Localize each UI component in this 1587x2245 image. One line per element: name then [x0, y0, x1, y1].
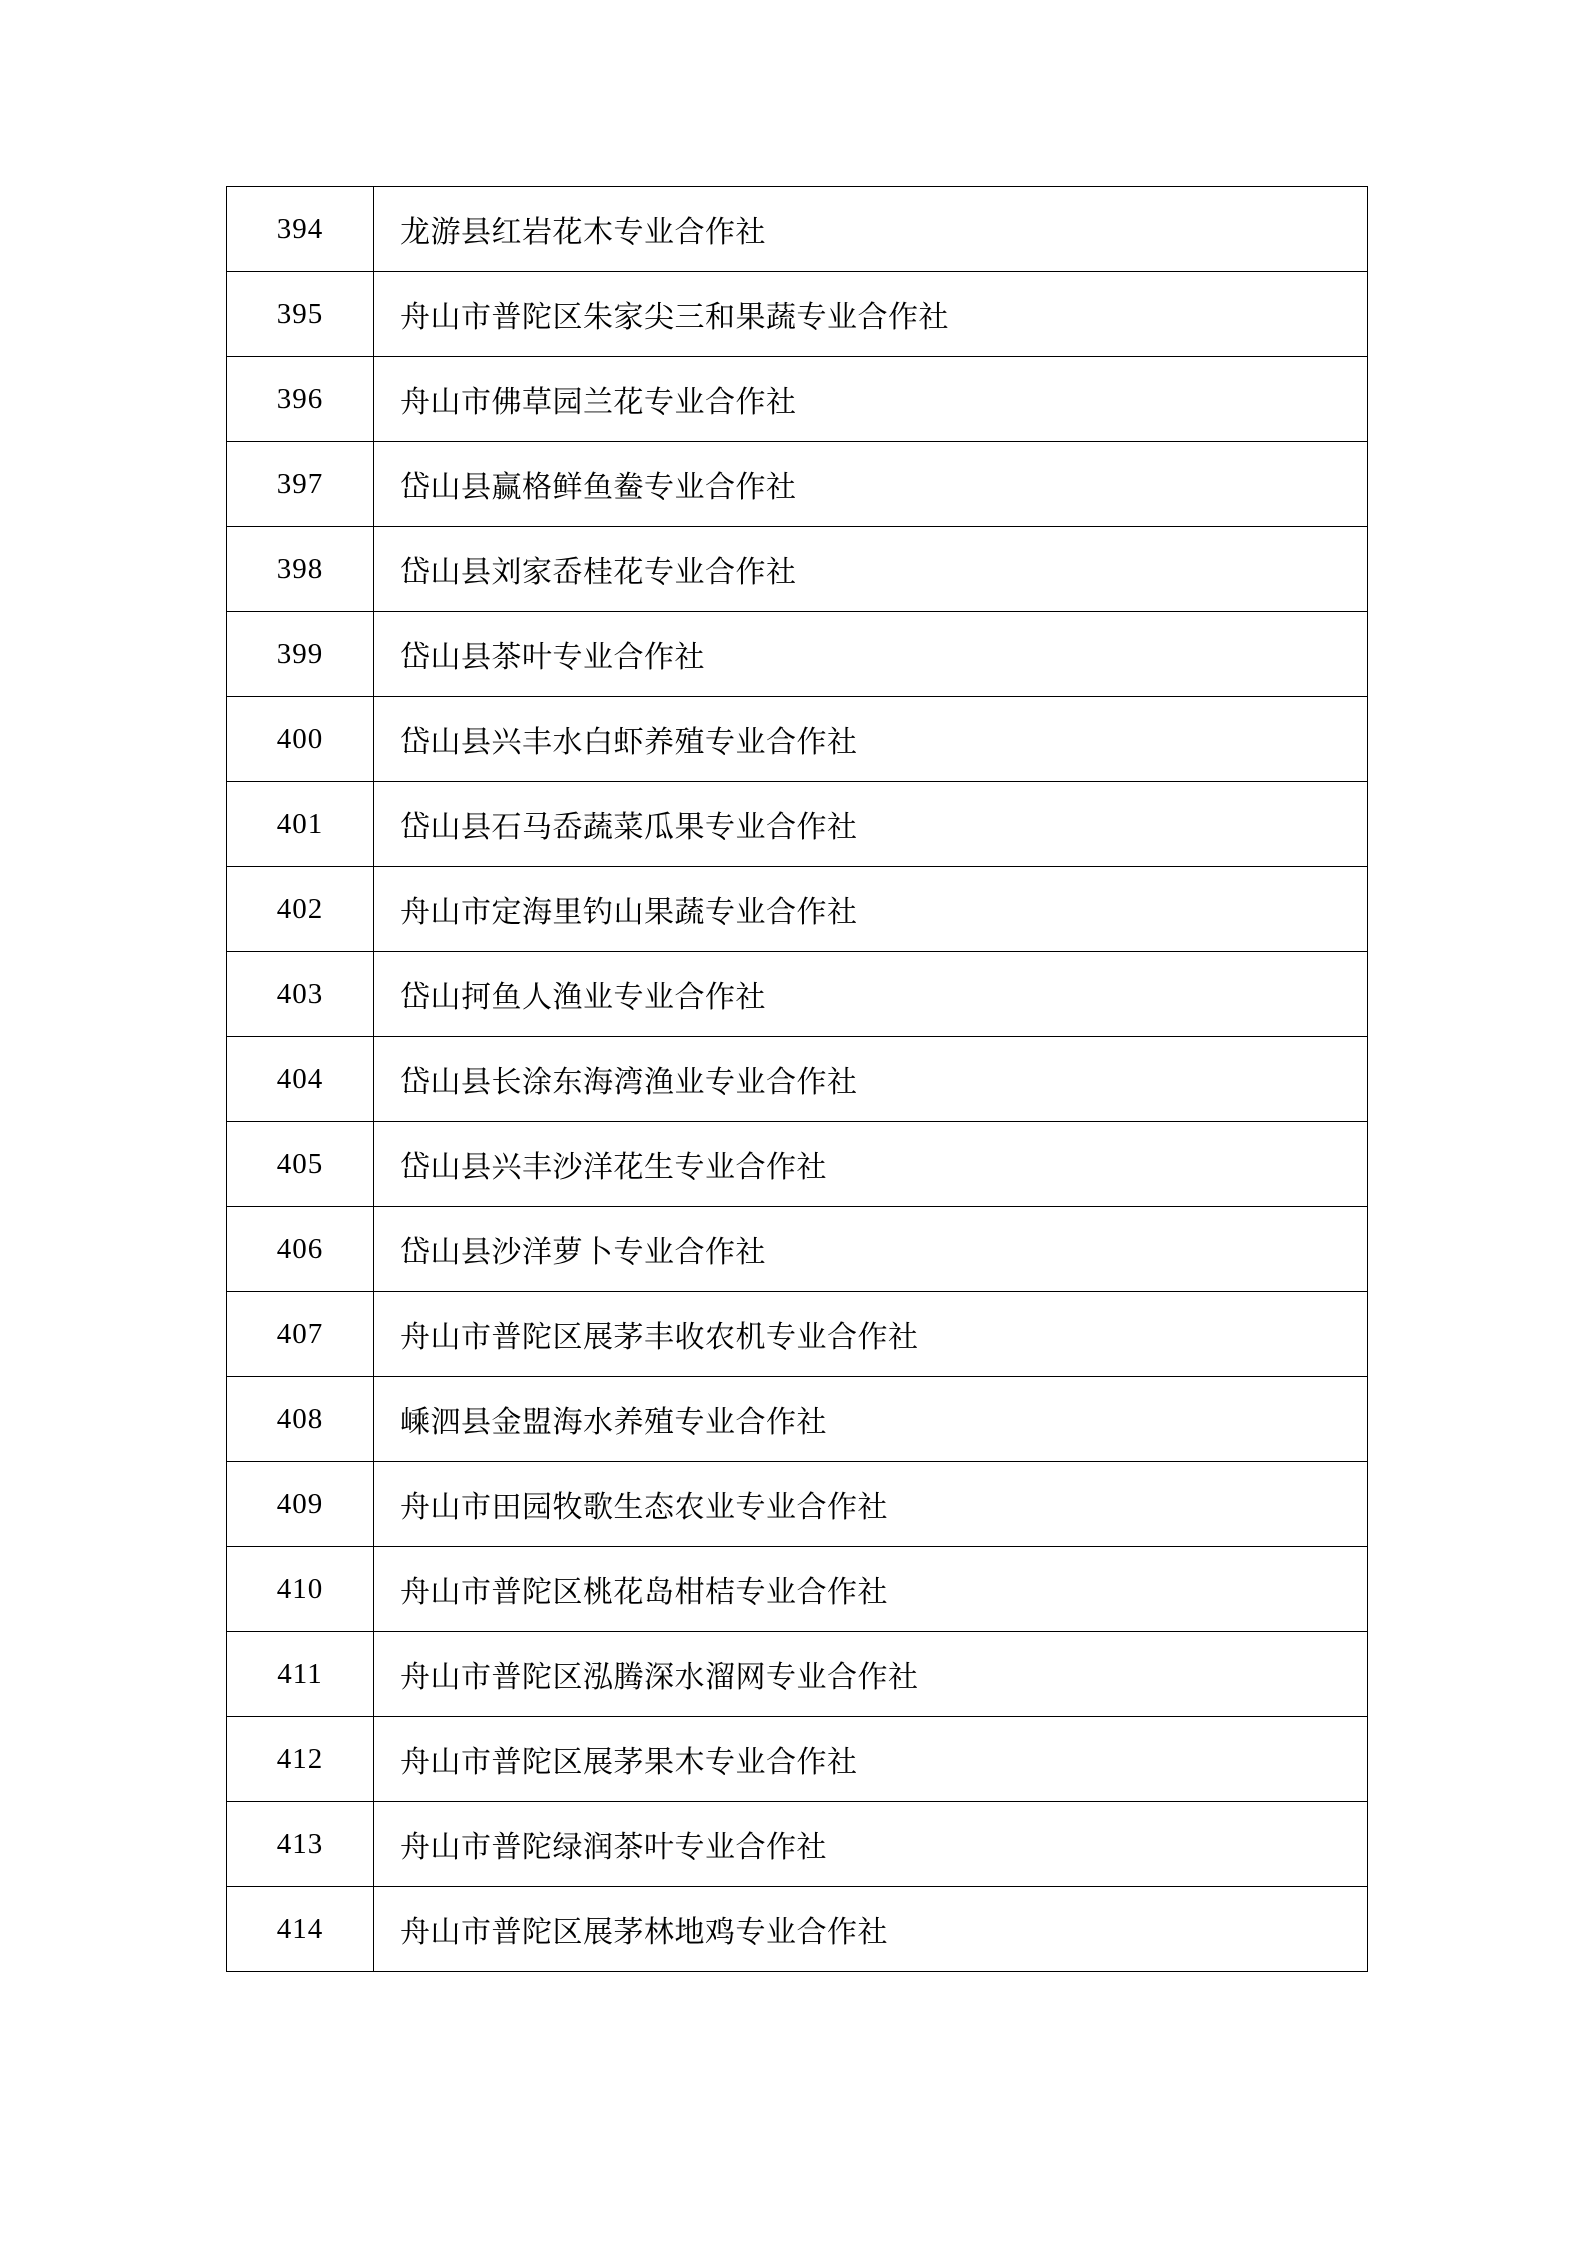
- table-row: [227, 527, 1368, 612]
- table-row: [227, 1547, 1368, 1632]
- row-name-cell: 舟山市普陀区桃花岛柑桔专业合作社: [374, 1547, 1368, 1632]
- row-index-cell: 396: [227, 357, 374, 442]
- table-row: [227, 782, 1368, 867]
- row-index-cell: 395: [227, 272, 374, 357]
- row-index-cell: 400: [227, 697, 374, 782]
- row-index-cell: 414: [227, 1887, 374, 1972]
- cooperatives-table: [226, 186, 1368, 1972]
- row-index-cell: 397: [227, 442, 374, 527]
- row-name-cell: 岱山县兴丰水白虾养殖专业合作社: [374, 697, 1368, 782]
- table-row: [227, 612, 1368, 697]
- table-row: [227, 272, 1368, 357]
- row-name-cell: 舟山市普陀区展茅果木专业合作社: [374, 1717, 1368, 1802]
- table-row: [227, 697, 1368, 782]
- table-row: [227, 187, 1368, 272]
- row-name-cell: 舟山市佛草园兰花专业合作社: [374, 357, 1368, 442]
- row-name-cell: 嵊泗县金盟海水养殖专业合作社: [374, 1377, 1368, 1462]
- row-name-cell: 岱山县长涂东海湾渔业专业合作社: [374, 1037, 1368, 1122]
- row-index-cell: 412: [227, 1717, 374, 1802]
- row-name-cell: 岱山县赢格鲜鱼鲞专业合作社: [374, 442, 1368, 527]
- table-row: [227, 867, 1368, 952]
- row-index-cell: 408: [227, 1377, 374, 1462]
- table-row: [227, 442, 1368, 527]
- row-name-cell: 岱山县茶叶专业合作社: [374, 612, 1368, 697]
- table-row: [227, 1802, 1368, 1887]
- row-index-cell: 406: [227, 1207, 374, 1292]
- table-row: [227, 1037, 1368, 1122]
- table-row: [227, 952, 1368, 1037]
- row-name-cell: 舟山市普陀区泓腾深水溜网专业合作社: [374, 1632, 1368, 1717]
- row-name-cell: 舟山市普陀绿润茶叶专业合作社: [374, 1802, 1368, 1887]
- row-name-cell: 岱山抲鱼人渔业专业合作社: [374, 952, 1368, 1037]
- table-row: [227, 1717, 1368, 1802]
- row-index-cell: 405: [227, 1122, 374, 1207]
- row-name-cell: 岱山县石马岙蔬菜瓜果专业合作社: [374, 782, 1368, 867]
- table-body: [227, 187, 1368, 1972]
- row-index-cell: 399: [227, 612, 374, 697]
- row-index-cell: 413: [227, 1802, 374, 1887]
- table-row: [227, 1207, 1368, 1292]
- row-index-cell: 401: [227, 782, 374, 867]
- row-name-cell: 岱山县兴丰沙洋花生专业合作社: [374, 1122, 1368, 1207]
- row-index-cell: 398: [227, 527, 374, 612]
- table-row: [227, 1122, 1368, 1207]
- row-index-cell: 403: [227, 952, 374, 1037]
- row-name-cell: 岱山县刘家岙桂花专业合作社: [374, 527, 1368, 612]
- row-name-cell: 舟山市普陀区展茅林地鸡专业合作社: [374, 1887, 1368, 1972]
- table-row: [227, 1887, 1368, 1972]
- row-name-cell: 舟山市普陀区展茅丰收农机专业合作社: [374, 1292, 1368, 1377]
- row-index-cell: 404: [227, 1037, 374, 1122]
- row-name-cell: 舟山市定海里钓山果蔬专业合作社: [374, 867, 1368, 952]
- row-name-cell: 岱山县沙洋萝卜专业合作社: [374, 1207, 1368, 1292]
- row-index-cell: 394: [227, 187, 374, 272]
- row-index-cell: 402: [227, 867, 374, 952]
- table-row: [227, 357, 1368, 442]
- row-index-cell: 407: [227, 1292, 374, 1377]
- row-index-cell: 410: [227, 1547, 374, 1632]
- table-row: [227, 1292, 1368, 1377]
- row-name-cell: 舟山市普陀区朱家尖三和果蔬专业合作社: [374, 272, 1368, 357]
- row-index-cell: 411: [227, 1632, 374, 1717]
- row-index-cell: 409: [227, 1462, 374, 1547]
- table-row: [227, 1632, 1368, 1717]
- row-name-cell: 龙游县红岩花木专业合作社: [374, 187, 1368, 272]
- table-row: [227, 1377, 1368, 1462]
- row-name-cell: 舟山市田园牧歌生态农业专业合作社: [374, 1462, 1368, 1547]
- table-row: [227, 1462, 1368, 1547]
